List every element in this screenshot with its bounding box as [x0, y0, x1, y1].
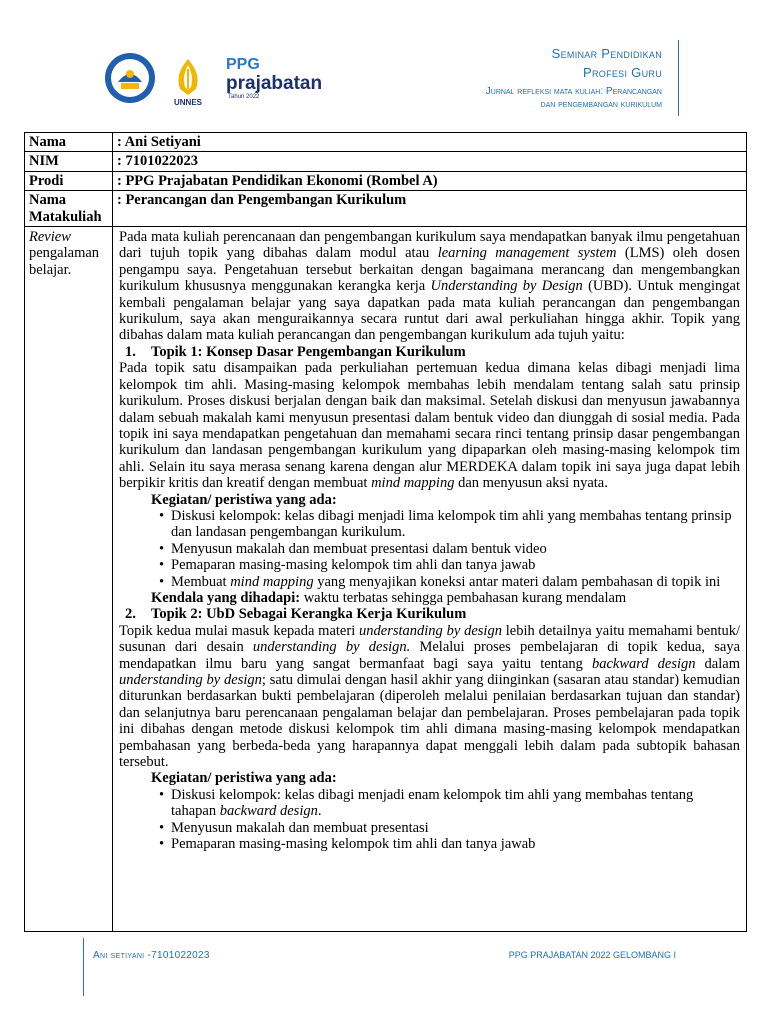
- header-divider: [678, 40, 679, 116]
- unnes-logo: [166, 50, 210, 107]
- kemendikbud-logo-icon: [104, 52, 156, 104]
- review-body: [113, 227, 746, 932]
- footer-program: PPG PRAJABATAN 2022 GELOMBANG I: [508, 950, 676, 960]
- topic-text-italic: understanding by design.: [252, 639, 411, 656]
- topic-2-kegiatan-heading: Kegiatan/ peristiwa yang ada:: [151, 770, 337, 787]
- intro-text: (LMS) oleh dosen pengampu saya. Pengetahuan tersebut berkaitan dengan bagaimana merancang dan mengembangkan kurikulum khususnya menggunakan kerangka kerja: [119, 245, 741, 295]
- identity-row-nim: [25, 152, 746, 171]
- list-item: • Menyusun makalah dan membuat presentasi dalam bentuk video: [159, 541, 740, 557]
- topic-1-heading: [125, 344, 740, 360]
- review-label-rest: pengalaman belajar.: [29, 245, 100, 278]
- review-row: [25, 227, 746, 932]
- identity-row-nama: [25, 133, 746, 152]
- topic-2-heading: [125, 606, 740, 622]
- header-logos: [104, 50, 322, 106]
- list-item: [159, 574, 740, 590]
- topic-1-activity-list: [159, 508, 740, 590]
- topic-2-paragraph: [119, 623, 740, 771]
- kendala-text: waktu terbatas sehingga pembahasan kurang mendalam: [300, 589, 627, 606]
- header-title-line2: Profesi Guru: [583, 65, 662, 80]
- tahun-text: Tahun 2022: [228, 93, 260, 100]
- topic-text: lebih detailnya yaitu memahami bentuk/ susunan dari desain: [119, 622, 741, 656]
- footer-author: Ani setiyani -7101022023: [93, 950, 210, 961]
- topic-text: dalam: [695, 655, 740, 672]
- list-text-italic: backward design: [219, 803, 318, 820]
- prajabatan-text: prajabatan: [226, 72, 323, 94]
- list-item: • Menyusun makalah dan membuat presentasi: [159, 820, 740, 836]
- unnes-crest-icon: [166, 50, 210, 104]
- intro-text-italic: Understanding by Design: [430, 278, 583, 295]
- header-subtitle-line1: Jurnal refleksi mata kuliah: Perancangan: [485, 86, 662, 97]
- list-text: .: [317, 803, 322, 820]
- header-title-block: [486, 46, 662, 110]
- ppg-text: PPG: [226, 55, 260, 73]
- unnes-text: UNNES: [173, 97, 202, 107]
- review-label: [25, 227, 113, 932]
- reflection-table: [24, 132, 747, 932]
- topic-text: ; satu dimulai dengan hasil akhir yang diinginkan (sasaran atau standar) kemudian diturunkan berdasarkan bukti pembelajaran (diperoleh melalui penilaian berdasarkan tujuan dan standar) dan selanjutnya baru perencanaan pengalaman belajar dan pembelajaran. Proses pembelajaran pada topik ini dibahas dengan metode diskusi kelompok tim ahli dimana masing-masing kelompok mendapatkan pembahasan yang berbeda-beda yang harapannya dapat menggali lebih dalam pada subtopik bahasan tersebut.: [119, 672, 740, 771]
- identity-value: : PPG Prajabatan Pendidikan Ekonomi (Rombel A): [117, 172, 438, 189]
- identity-value: : Perancangan dan Pengembangan Kurikulum: [117, 192, 407, 209]
- identity-label: Nama Matakuliah: [25, 191, 113, 226]
- list-text: Diskusi kelompok: kelas dibagi menjadi enam kelompok tim ahli yang membahas tentang tahapan: [171, 786, 694, 820]
- topic-text-italic: understanding by design: [119, 672, 262, 688]
- list-item: • Diskusi kelompok: kelas dibagi menjadi lima kelompok tim ahli yang membahas tentang prinsip dan landasan pengembangan kurikulum.: [159, 508, 740, 541]
- list-text: yang menyajikan koneksi antar materi dalam pembahasan di topik ini: [313, 573, 721, 590]
- review-label-italic: Review: [29, 229, 71, 246]
- identity-label: NIM: [25, 152, 113, 170]
- topic-text-italic: mind mapping: [371, 475, 455, 492]
- identity-label: Prodi: [25, 172, 113, 190]
- ppg-prajabatan-logo: [226, 57, 322, 100]
- topic-title: Topik 2: UbD Sebagai Kerangka Kerja Kurikulum: [151, 606, 467, 623]
- list-text: Membuat: [171, 573, 231, 590]
- topic-text: dan menyusun aksi nyata.: [454, 475, 608, 492]
- header-subtitle-line2: dan pengembangan kurikulum: [540, 99, 662, 110]
- intro-text-italic: learning management system: [437, 245, 617, 262]
- intro-text: Pada mata kuliah perencanaan dan pengembangan kurikulum saya mendapatkan banyak ilmu pengetahuan dari tujuh topik yang dibahas dalam modul atau: [119, 229, 740, 262]
- topic-text: Pada topik satu disampaikan pada perkuliahan pertemuan kedua dimana kelas dibagi menjadi lima kelompok tim ahli. Masing-masing kelompok membahas lebih mendalam tentang salah satu prinsip kurikulum. Proses diskusi berjalan dengan baik dan maksimal. Setelah diskusi dan menyusun jawabannya dalam sebuah makalah kami menyusun presentasi dalam bentuk video dan diunggah di sosial media. Pada topik ini saya mendapatkan pengetahuan dan memahami secara rinci tentang prinsip dasar pengembangan kurikulum dan landasan pengembangan kurikulum yang dipaparkan oleh masing-masing kelompok tim ahli. Selain itu saya merasa senang karena dengan alur MERDEKA dalam topik ini saya juga dapat lebih berpikir kritis dan kreatif dengan membuat: [119, 360, 740, 492]
- topic-number: 2.: [125, 606, 136, 623]
- list-item: [159, 787, 740, 820]
- topic-text: Topik kedua mulai masuk kepada materi: [119, 622, 360, 639]
- identity-label: Nama: [25, 133, 113, 151]
- identity-row-matakuliah: [25, 191, 746, 227]
- kendala-label: Kendala yang dihadapi:: [151, 589, 301, 606]
- list-text-italic: mind mapping: [230, 573, 314, 590]
- topic-text-italic: backward design: [591, 655, 696, 672]
- identity-row-prodi: [25, 172, 746, 191]
- topic-text: Melalui proses pembelajaran di topik kedua, saya mendapatkan ilmu baru yang sangat bermanfaat bagi saya yaitu tentang: [119, 639, 741, 672]
- topic-1-kendala: [151, 590, 740, 606]
- footer-divider: [83, 938, 84, 996]
- identity-value: : Ani Setiyani: [117, 134, 201, 150]
- list-item: • Pemaparan masing-masing kelompok tim ahli dan tanya jawab: [159, 836, 740, 852]
- header-title-line1: Seminar Pendidikan: [551, 46, 662, 61]
- topic-text-italic: understanding by design: [359, 622, 502, 639]
- intro-paragraph: [119, 229, 740, 344]
- list-item: • Pemaparan masing-masing kelompok tim ahli dan tanya jawab: [159, 557, 740, 573]
- topic-number: 1.: [125, 343, 136, 360]
- topic-2-activity-list: [159, 787, 740, 853]
- identity-value: : 7101022023: [117, 153, 198, 170]
- topic-1-paragraph: [119, 360, 740, 491]
- intro-text: (UBD). Untuk mengingat kembali pengalaman belajar yang saya dapatkan pada mata kuliah perancangan dan pengembangan kurikulum, saya akan menguraikannya secara runtut dari awal perkuliahan hingga akhir. Topik yang dibahas dalam mata kuliah perancangan dan pengembangan kurikulum ada tujuh yaitu:: [119, 278, 741, 344]
- topic-title: Topik 1: Konsep Dasar Pengembangan Kurikulum: [151, 343, 466, 360]
- topic-1-kegiatan-heading: Kegiatan/ peristiwa yang ada:: [151, 491, 337, 508]
